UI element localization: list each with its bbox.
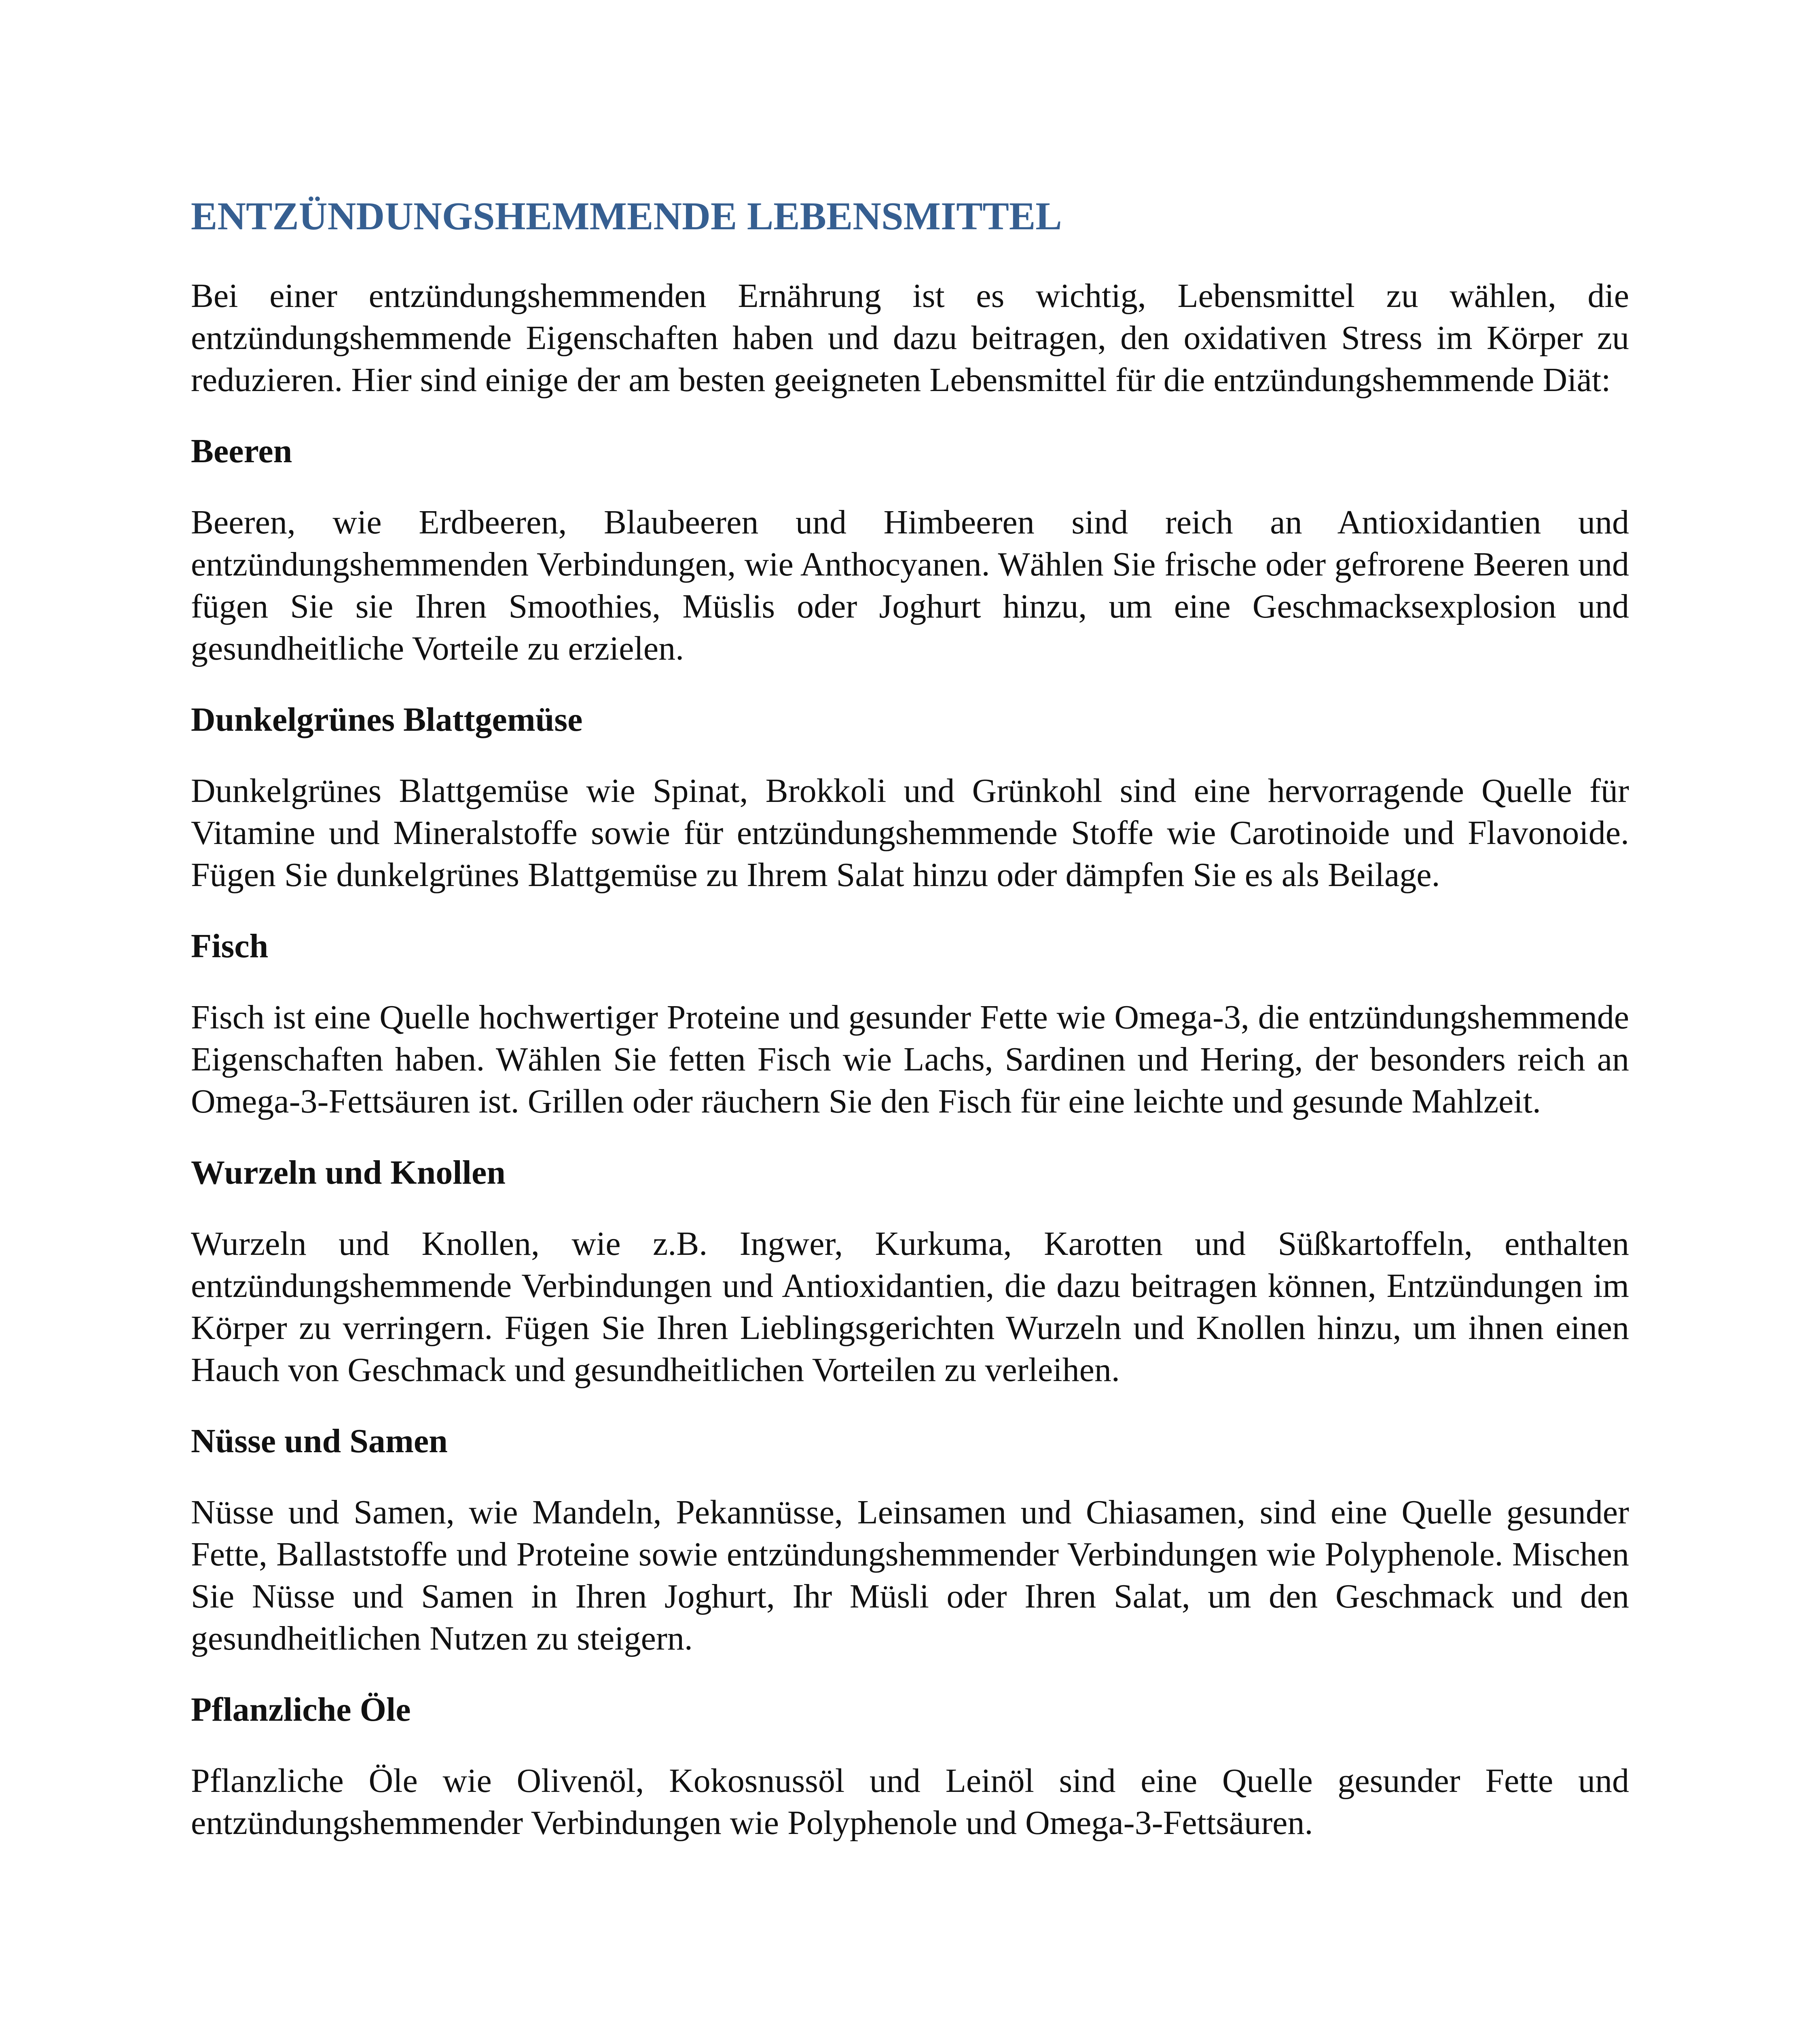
section-text-fisch: Fisch ist eine Quelle hochwertiger Proteine und gesunder Fette wie Omega-3, die entzündungshemmende Eigenschaften haben. Wählen Sie fetten Fisch wie Lachs, Sardinen und Hering, der besonders reich an Omega-3-Fettsäuren ist. Grillen oder räuchern Sie den Fisch für eine leichte und gesunde Mahlzeit. bbox=[191, 998, 1629, 1120]
section-text-beeren: Beeren, wie Erdbeeren, Blaubeeren und Himbeeren sind reich an Antioxidantien und entzündungshemmenden Verbindungen, wie Anthocyanen. Wählen Sie frische oder gefrorene Beeren und fügen Sie sie Ihren Smoothies, Müslis oder Joghurt hinzu, um eine Geschmacksexplosion und gesundheitliche Vorteile zu erzielen. bbox=[191, 503, 1629, 667]
page-title: ENTZÜNDUNGSHEMMENDE LEBENSMITTEL bbox=[191, 195, 1062, 238]
section-text-blattgemuese: Dunkelgrünes Blattgemüse wie Spinat, Brokkoli und Grünkohl sind eine hervorragende Quelle für Vitamine und Mineralstoffe sowie für entzündungshemmende Stoffe wie Carotinoide und Flavonoide. Fügen Sie dunkelgrünes Blattgemüse zu Ihrem Salat hinzu oder dämpfen Sie es als Beilage. bbox=[191, 772, 1629, 894]
section-heading-beeren: Beeren bbox=[191, 432, 292, 470]
section-text-pflanzliche-oele: Pflanzliche Öle wie Olivenöl, Kokosnussöl und Leinöl sind eine Quelle gesunder Fette und entzündungshemmender Verbindungen wie Polyphenole und Omega-3-Fettsäuren. bbox=[191, 1762, 1629, 1842]
section-heading-blattgemuese: Dunkelgrünes Blattgemüse bbox=[191, 701, 583, 738]
intro-paragraph: Bei einer entzündungshemmenden Ernährung ist es wichtig, Lebensmittel zu wählen, die entzündungshemmende Eigenschaften haben und dazu beitragen, den oxidativen Stress im Körper zu reduzieren. Hier sind einige der am besten geeigneten Lebensmittel für die entzündungshemmende Diät: bbox=[191, 277, 1629, 399]
section-heading-nuesse-samen: Nüsse und Samen bbox=[191, 1422, 448, 1460]
section-heading-pflanzliche-oele: Pflanzliche Öle bbox=[191, 1691, 411, 1728]
section-text-nuesse-samen: Nüsse und Samen, wie Mandeln, Pekannüsse, Leinsamen und Chiasamen, sind eine Quelle gesunder Fette, Ballaststoffe und Proteine sowie entzündungshemmender Verbindungen wie Polyphenole. Mischen Sie Nüsse und Samen in Ihren Joghurt, Ihr Müsli oder Ihren Salat, um den Geschmack und den gesundheitlichen Nutzen zu steigern. bbox=[191, 1493, 1629, 1657]
section-text-wurzeln-knollen: Wurzeln und Knollen, wie z.B. Ingwer, Kurkuma, Karotten und Süßkartoffeln, enthalten entzündungshemmende Verbindungen und Antioxidantien, die dazu beitragen können, Entzündungen im Körper zu verringern. Fügen Sie Ihren Lieblingsgerichten Wurzeln und Knollen hinzu, um ihnen einen Hauch von Geschmack und gesundheitlichen Vorteilen zu verleihen. bbox=[191, 1225, 1629, 1389]
page-content bbox=[191, 190, 1629, 1873]
section-heading-fisch: Fisch bbox=[191, 927, 269, 965]
section-heading-wurzeln-knollen: Wurzeln und Knollen bbox=[191, 1154, 506, 1191]
